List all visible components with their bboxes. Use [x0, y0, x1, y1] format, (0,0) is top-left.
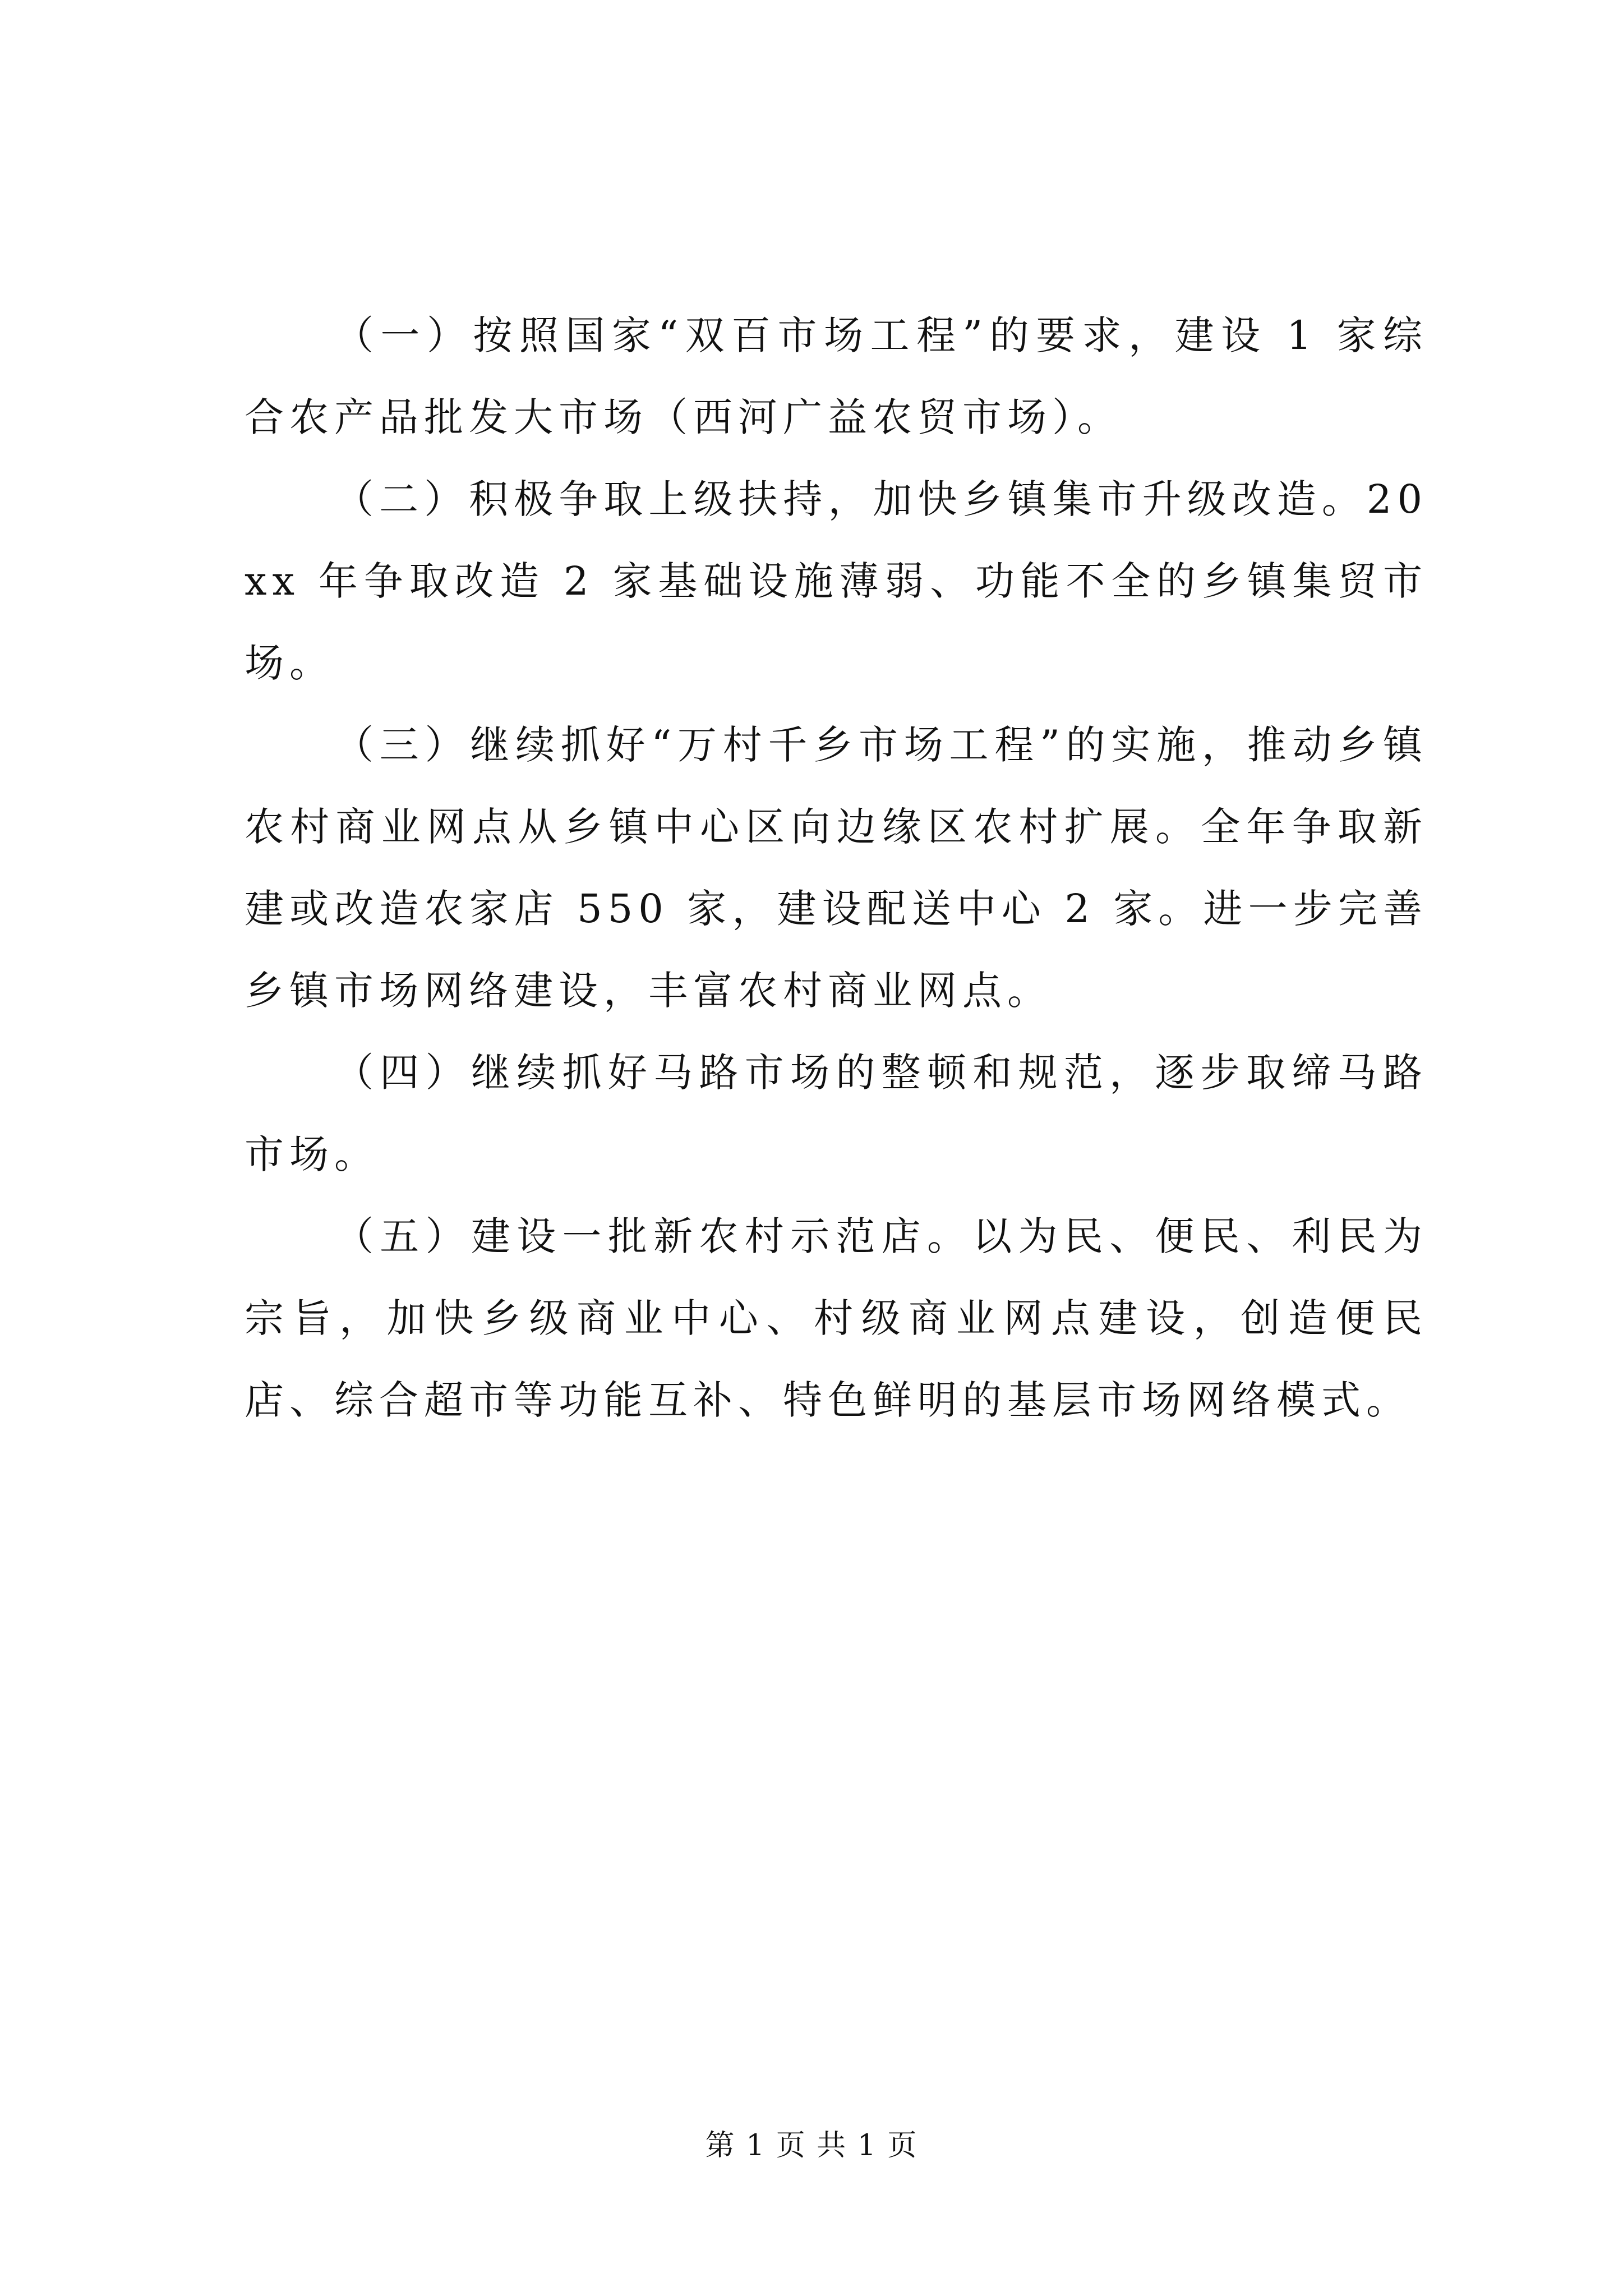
- paragraph-5: （五）建设一批新农村示范店。以为民、便民、利民为宗旨，加快乡级商业中心、村级商业网点建设，创造便民店、综合超市等功能互补、特色鲜明的基层市场网络模式。: [245, 1213, 1428, 1423]
- paragraph-4: （四）继续抓好马路市场的整顿和规范，逐步取缔马路市场。: [245, 1050, 1428, 1177]
- paragraph-3: （三）继续抓好“万村千乡市场工程”的实施，推动乡镇农村商业网点从乡镇中心区向边缘区农村扩展。全年争取新建或改造农家店 550 家，建设配送中心 2 家。进一步完善乡镇市场网络建设，丰富农村商业网点。: [245, 722, 1428, 1014]
- paragraph-2: （二）积极争取上级扶持，加快乡镇集市升级改造。20xx 年争取改造 2 家基础设施薄弱、功能不全的乡镇集贸市场。: [245, 476, 1428, 686]
- document-body: [245, 295, 1428, 1441]
- page-footer: 第 1 页 共 1 页: [705, 2129, 918, 2162]
- paragraph-1: （一）按照国家“双百市场工程”的要求，建设 1 家综合农产品批发大市场（西河广益农贸市场）。: [245, 312, 1428, 440]
